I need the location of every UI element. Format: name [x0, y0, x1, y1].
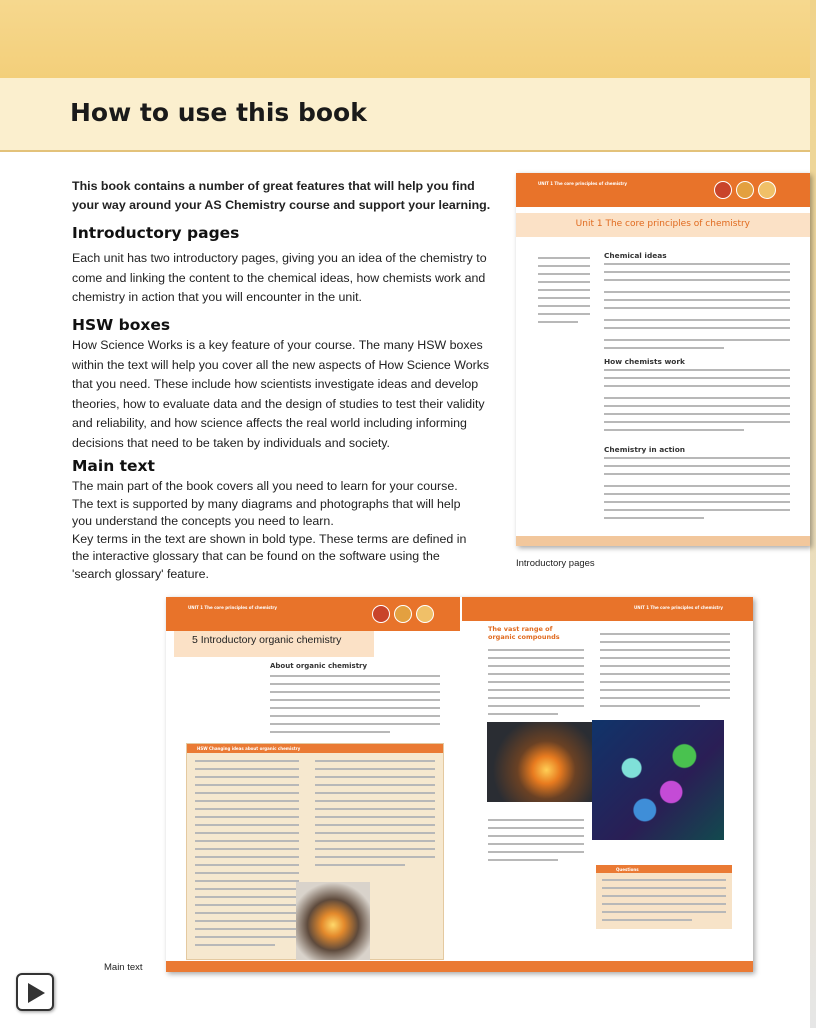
caption-intro-pages: Introductory pages — [516, 558, 595, 569]
hsw-box-label: HSW Changing ideas about organic chemistry — [197, 746, 301, 751]
section-body-main-text — [72, 478, 472, 583]
vast-range-heading: The vast range of organic compounds — [488, 625, 560, 641]
main-text-para-2: Key terms in the text are shown in bold type. These terms are defined in the interactive glossary that can be found on the software using the 'search glossary' feature. — [72, 531, 467, 581]
campfire-photo — [487, 722, 595, 802]
thumbnail-unit-label: UNIT 1 The core principles of chemistry — [538, 181, 628, 186]
about-heading: About organic chemistry — [270, 662, 368, 670]
unit-badge-icon — [372, 605, 390, 623]
unit-badge-icon — [394, 605, 412, 623]
page-edge — [810, 0, 816, 1028]
chapter-title: 5 Introductory organic chemistry — [192, 634, 342, 646]
header-band — [0, 0, 810, 78]
spread-unit-label-left: UNIT 1 The core principles of chemistry — [188, 605, 278, 610]
section-body-introductory: Each unit has two introductory pages, giving you an idea of the chemistry to come and linking the content to the chemical ideas, how chemists work and chemistry in action that you will encounter in the unit. — [72, 251, 487, 304]
spread-header-bar-left — [166, 597, 460, 631]
intro-pages-thumbnail — [516, 173, 810, 546]
thumbnail-header-bar — [516, 173, 810, 207]
section-heading-hsw: HSW boxes — [72, 316, 171, 334]
play-icon — [26, 982, 46, 1004]
intro-paragraph: This book contains a number of great features that will help you find your way around your AS Chemistry course and support your learning. — [72, 179, 491, 212]
thumbnail-footer-bar — [516, 536, 810, 546]
questions-label: Questions — [616, 867, 639, 872]
burning-wood-photo — [296, 882, 370, 960]
caption-main-text: Main text — [104, 962, 143, 973]
thumb-heading-how-chemists-work: How chemists work — [604, 357, 685, 366]
hsw-box-header — [187, 744, 443, 753]
unit-badge-icon — [416, 605, 434, 623]
unit-badge-icon — [714, 181, 732, 199]
questions-header — [596, 865, 732, 873]
main-text-spread-thumbnail — [166, 597, 753, 972]
spread-unit-label-right: UNIT 1 The core principles of chemistry — [633, 605, 723, 610]
thumb-heading-chemical-ideas: Chemical ideas — [604, 251, 667, 260]
title-divider — [0, 150, 810, 152]
main-text-para-1: The main part of the book covers all you need to learn for your course. The text is supported by many diagrams and photographs that will help you understand the concepts you need to learn. — [72, 479, 461, 528]
unit-title: Unit 1 The core principles of chemistry — [575, 219, 750, 229]
thumb-heading-chemistry-in-action: Chemistry in action — [604, 445, 686, 454]
page-title: How to use this book — [70, 98, 367, 127]
spread-footer-bar — [166, 961, 753, 972]
questions-box — [596, 865, 732, 929]
section-heading-main-text: Main text — [72, 457, 155, 475]
spread-header-bar-right — [462, 597, 753, 621]
molecule-model-image — [592, 720, 724, 840]
section-heading-introductory: Introductory pages — [72, 224, 240, 242]
unit-title-bar — [516, 213, 810, 237]
play-button[interactable] — [16, 973, 54, 1011]
section-body-hsw: How Science Works is a key feature of your course. The many HSW boxes within the text will help you cover all the new aspects of How Science Works that you need. These include how scientists investigate ideas and develop theories, how to evaluate data and the design of studies to test their validity and reliability, and how science affects the real world including informing decisions that need to be taken by individuals and society. — [72, 338, 490, 450]
unit-badge-icon — [758, 181, 776, 199]
unit-badge-icon — [736, 181, 754, 199]
